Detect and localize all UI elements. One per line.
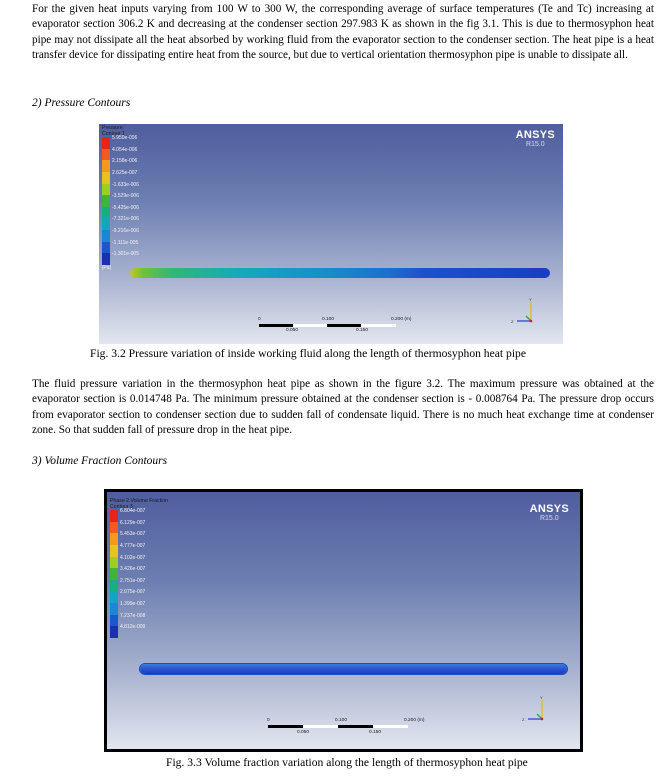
legend-value: -9.216e-006 [112,227,139,234]
axis-triad-icon [520,694,554,726]
legend-row [102,251,139,265]
legend-value: 1.399e-007 [120,600,146,607]
pressure-legend [102,125,139,271]
figure-caption: Fig. 3.3 Volume fraction variation along the length of thermosyphon heat pipe [166,756,528,769]
axis-triad-icon [509,296,543,328]
scale-label: 0.150 [356,328,369,333]
legend-swatch [102,137,110,149]
legend-swatch [110,522,118,534]
legend-swatch [102,149,110,161]
legend-swatch [110,580,118,592]
logo-version: R15.0 [539,515,559,522]
scale-bar-track [259,324,396,327]
scale-bar [267,718,432,740]
legend-swatch [110,626,118,638]
legend-value: 6.804e-007 [120,508,146,515]
logo-word: ANSYS [529,503,569,515]
legend-swatch [110,591,118,603]
ansys-logo [530,504,569,523]
pressure-contour-figure [99,124,563,344]
figure-caption: Fig. 3.2 Pressure variation of inside working fluid along the length of thermosyphon heat pipe [90,347,526,360]
legend-swatch [110,510,118,522]
legend-swatch [102,195,110,207]
heat-pipe-pressure-contour [130,268,550,278]
volume-fraction-figure [104,489,583,752]
pressure-paragraph: The fluid pressure variation in the thermosyphon heat pipe as shown in the figure 3.2. The maximum pressure was obtained at the evaporator section is 0.014748 Pa. The minimum pressure obtained at the condenser section is - 0.008764 Pa. The pressure drop occurs from evaporator section to condenser section due to sudden fall of condensate liquid. There is no much heat exchange time at condenser zone. So that sudden fall of pressure drop in the heat pipe. [32,378,654,436]
scale-bar-track [268,725,408,728]
scale-label: 0.050 [297,730,310,735]
legend-value: 7.237e-008 [120,612,146,619]
legend-swatch [102,160,110,172]
svg-text:Z: Z [511,319,514,324]
legend-scale [102,135,139,265]
legend-value: -1.633e-006 [112,181,139,188]
scale-bar [258,317,418,337]
legend-value: 2.158e-006 [112,158,138,165]
svg-text:Y: Y [540,695,543,700]
legend-value: 5.950e-006 [112,135,138,142]
intro-paragraph: For the given heat inputs varying from 100 W to 300 W, the corresponding average of surface temperatures (Te and Tc) increasing at evaporator section 306.2 K and decreasing at the condenser section 297.983 K as shown in the fig 3.1. This is due to thermosyphon heat pipe may not dissipate all the heat absorbed by working fluid from the evaporator section to the condenser section. The heat pipe is a heat transfer device for dissipating entire heat from the source, but due to vertical orientation thermosyphon pipe is unable to dissipate all. [32,3,654,61]
legend-value: 4.812e-009 [120,624,146,631]
scale-label: 0 [258,317,261,322]
legend-value: 4.777e-007 [120,542,146,549]
legend-swatch [102,172,110,184]
section-heading-volume-fraction: 3) Volume Fraction Contours [32,455,168,467]
legend-swatch [102,253,110,265]
scale-label: 0.100 [322,317,335,322]
ansys-logo [516,130,555,149]
legend-row [110,626,168,638]
legend-value: 2.075e-007 [120,589,146,596]
legend-swatch [102,230,110,242]
legend-swatch [110,557,118,569]
legend-swatch [110,533,118,545]
legend-title: Pressure [102,125,123,131]
legend-swatch [102,242,110,254]
svg-text:Z: Z [522,717,525,722]
scale-label: 0.050 [286,328,299,333]
legend-title: Phase 2.Volume Fraction [110,498,168,504]
scale-label: 0.150 [369,730,382,735]
legend-swatch [110,568,118,580]
logo-version: R15.0 [525,141,545,148]
legend-value: 5.453e-007 [120,531,146,538]
legend-value: 4.054e-006 [112,146,138,153]
legend-value: 2.751e-007 [120,577,146,584]
volume-fraction-legend [110,499,168,638]
scale-label: 0 [267,718,270,723]
legend-value: 2.625e-007 [112,169,138,176]
legend-scale [110,510,168,638]
legend-subtitle: Contour 1 [102,130,125,137]
legend-unit: [Pa] [102,264,111,271]
legend-swatch [102,207,110,219]
svg-text:Y: Y [529,297,532,302]
legend-value: 3.426e-007 [120,566,146,573]
legend-value: -7.321e-006 [112,216,139,223]
legend-value: -1.301e-005 [112,251,139,258]
scale-label: 0.200 (m) [404,718,425,723]
legend-swatch [102,184,110,196]
legend-swatch [102,218,110,230]
legend-swatch [110,603,118,615]
scale-label: 0.200 (m) [391,317,412,322]
section-heading-pressure: 2) Pressure Contours [32,97,131,109]
legend-value: 6.129e-007 [120,519,146,526]
scale-label: 0.100 [335,718,348,723]
heat-pipe-volume-fraction-contour [140,664,567,674]
legend-swatch [110,545,118,557]
legend-value: 4.102e-007 [120,554,146,561]
legend-value: -5.425e-006 [112,204,139,211]
legend-subtitle: Contour 3 [110,503,133,510]
logo-word: ANSYS [515,129,555,141]
legend-value: -1.111e-005 [112,239,139,246]
legend-swatch [110,615,118,627]
legend-value: -3.529e-006 [112,193,139,200]
